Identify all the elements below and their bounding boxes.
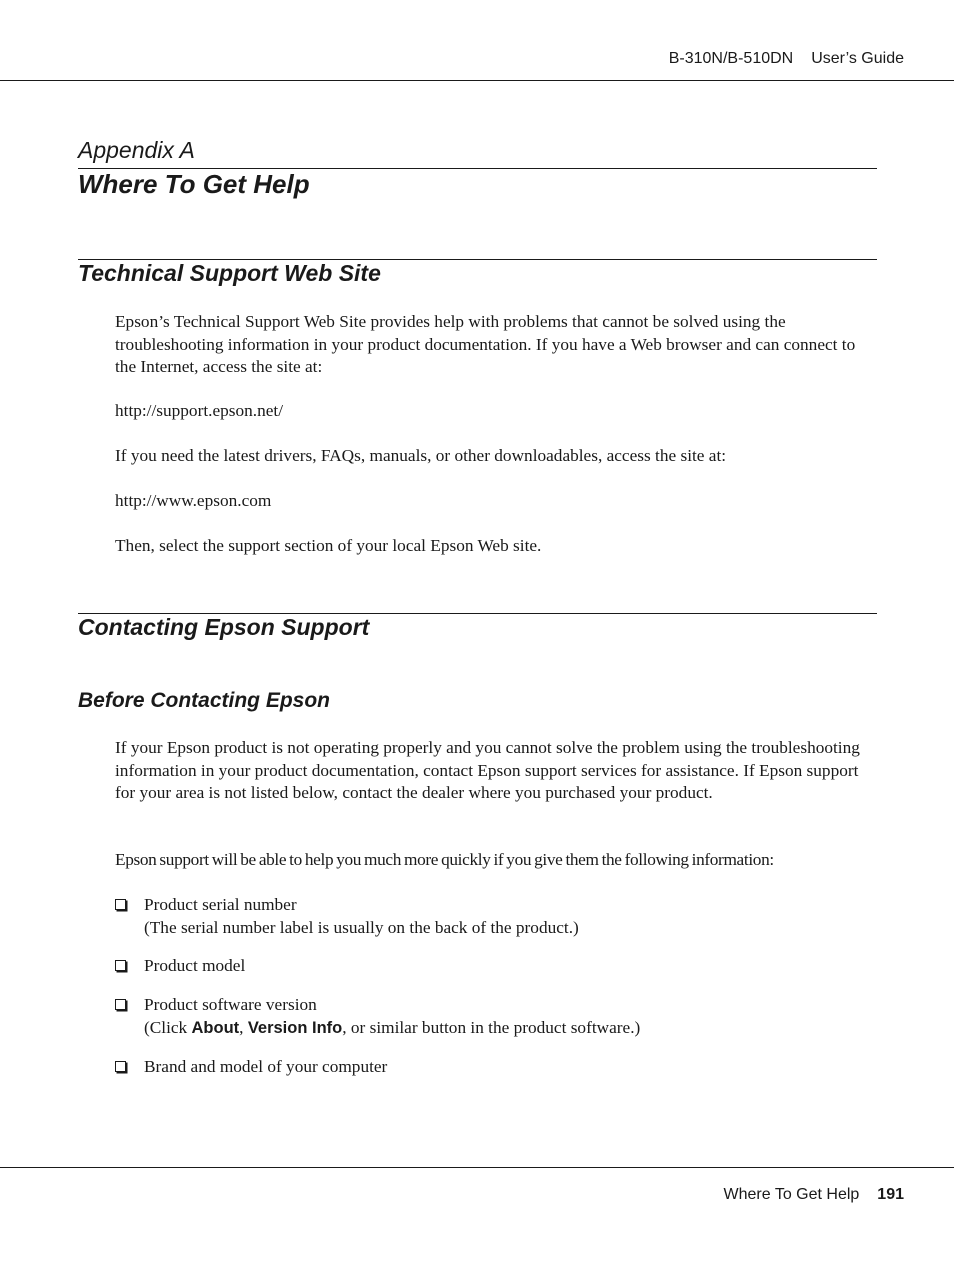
footer-section-title: Where To Get Help <box>723 1186 860 1203</box>
page-footer <box>724 1186 904 1204</box>
list-item-main: Brand and model of your computer <box>144 1057 388 1076</box>
list-item-main: Product serial number <box>144 895 297 914</box>
contacting-paragraph-1: If your Epson product is not operating properly and you cannot solve the problem using the troubleshooting information in your product documentation, contact Epson support services for assistance. If Epson support for your area is not listed below, contact the dealer where you purchased your product. <box>115 738 860 803</box>
chapter-title: Where To Get Help <box>78 169 310 199</box>
list-item-main: Product model <box>144 956 246 975</box>
support-url[interactable]: http://support.epson.net/ <box>115 401 284 420</box>
checkbox-bullet-icon <box>115 899 126 910</box>
detail-text: (Click <box>144 1017 192 1037</box>
page-number: 191 <box>877 1186 904 1203</box>
version-info-button-ref: Version Info <box>247 1018 343 1037</box>
page-header <box>669 50 904 68</box>
list-item-detail <box>144 1017 880 1040</box>
tech-support-paragraph-3: Then, select the support section of your local Epson Web site. <box>115 536 542 555</box>
detail-text: , or similar button in the product software.) <box>342 1017 641 1037</box>
list-item <box>115 894 880 939</box>
subsection-title-before-contacting: Before Contacting Epson <box>78 689 331 712</box>
section-title-tech-support: Technical Support Web Site <box>78 260 381 286</box>
header-divider <box>0 80 954 81</box>
checkbox-bullet-icon <box>115 960 126 971</box>
contacting-paragraph-2: Epson support will be able to help you much more quickly if you give them the following information: <box>115 850 774 869</box>
tech-support-paragraph-2: If you need the latest drivers, FAQs, manuals, or other downloadables, access the site at: <box>115 446 727 465</box>
list-item <box>115 955 880 978</box>
epson-url[interactable]: http://www.epson.com <box>115 491 272 510</box>
appendix-label: Appendix A <box>78 137 195 163</box>
checkbox-bullet-icon <box>115 999 126 1010</box>
about-button-ref: About <box>191 1018 240 1037</box>
header-model: B-310N/B-510DN <box>668 50 794 67</box>
header-guide-title: User’s Guide <box>811 50 904 67</box>
detail-text: , <box>239 1017 248 1037</box>
checkbox-bullet-icon <box>115 1061 126 1072</box>
list-item <box>115 994 880 1039</box>
footer-divider <box>0 1167 954 1168</box>
list-item-detail: (The serial number label is usually on the back of the product.) <box>144 917 579 937</box>
list-item-main: Product software version <box>144 995 317 1014</box>
section-title-contacting: Contacting Epson Support <box>78 614 370 640</box>
list-item <box>115 1056 880 1079</box>
tech-support-paragraph-1: Epson’s Technical Support Web Site provides help with problems that cannot be solved using the troubleshooting information in your product documentation. If you have a Web browser and can connect to the Internet, access the site at: <box>115 312 856 377</box>
